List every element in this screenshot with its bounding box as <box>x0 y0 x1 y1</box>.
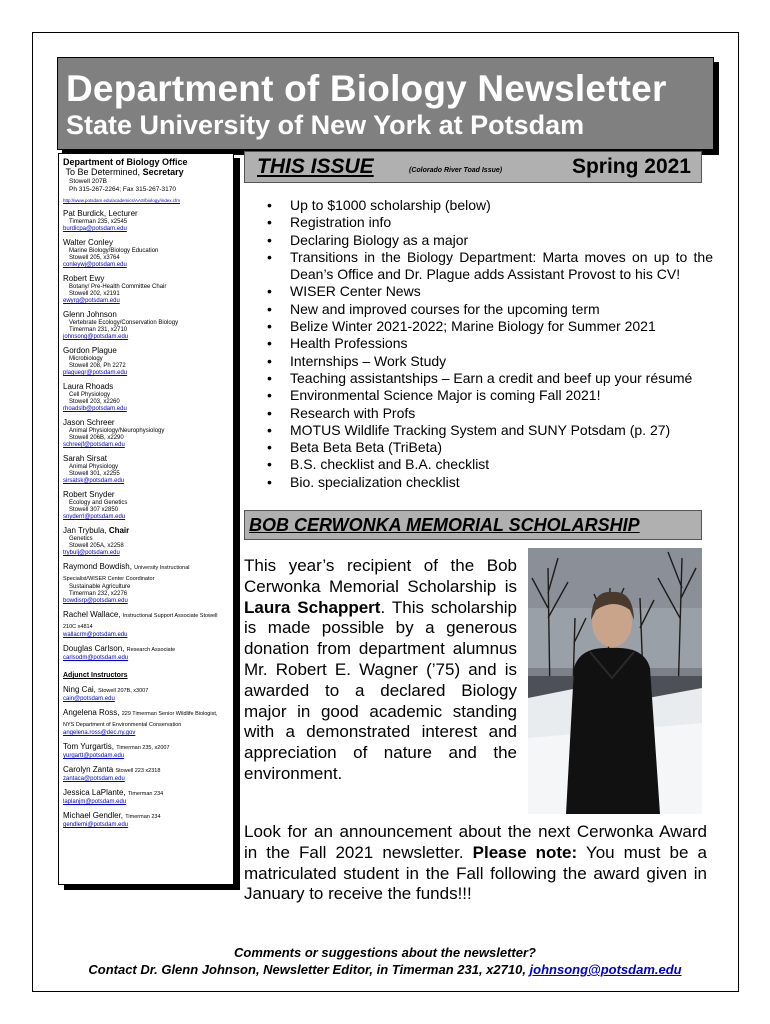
people-detail: Stowell 307 x2850 <box>69 507 119 513</box>
people-email-link[interactable]: wallacrm@potsdam.edu <box>63 632 128 638</box>
cerwonka-announcement: Look for an announcement about the next Cerwonka Award in the Fall 2021 newsletter. Please note: You must be a matriculated student in the Fall following the award given in January to receive the funds!!! <box>244 822 707 904</box>
people-name: Gordon Plague <box>63 346 117 355</box>
people-detail: Marine Biology/Biology Education <box>69 248 159 254</box>
adjuncts-name: Jessica LaPlante, Timerman 234 <box>63 788 164 797</box>
issue-item: • Internships – Work Study <box>267 353 713 370</box>
scholarship-text: This year’s recipient of the Bob Cerwonka Memorial Scholarship is Laura Schappert. This scholarship is made possible by a generous donation from department alumnus Mr. Robert E. Wagner (’75) and is awarded to a declared Biology major in good academic standing with a demonstrated interest and appreciation of nature and the environment. <box>244 556 518 783</box>
people-entry <box>63 454 229 485</box>
people-detail: Microbiology <box>69 356 103 362</box>
people-detail: Sustainable Agriculture <box>69 584 131 590</box>
footer-contact: Contact Dr. Glenn Johnson, Newsletter Editor, in Timerman 231, x2710, johnsong@potsdam.edu <box>88 962 682 977</box>
issue-item: • Registration info <box>267 214 713 231</box>
people-email-link[interactable]: bowdisrp@potsdam.edu <box>63 598 128 604</box>
people-entry <box>63 644 229 662</box>
department-url-link[interactable]: http://www.potsdam.edu/academics/AAS/biology/index.cfm <box>63 198 181 203</box>
university-name: State University of New York at Potsdam <box>66 110 585 140</box>
people-email-link[interactable]: sirsatsk@potsdam.edu <box>63 478 125 484</box>
issue-item: • Beta Beta Beta (TriBeta) <box>267 439 713 456</box>
people-entry <box>63 610 229 639</box>
people-detail: Stowell 202, x2191 <box>69 291 120 297</box>
people-entry <box>63 238 229 269</box>
people-entry <box>63 490 229 521</box>
adjuncts-email-link[interactable]: laplanjm@potsdam.edu <box>63 799 127 805</box>
issue-item: • New and improved courses for the upcoming term <box>267 301 713 318</box>
people-entry <box>63 382 229 413</box>
issue-item: • Research with Profs <box>267 405 713 422</box>
issue-item: • Up to $1000 scholarship (below) <box>267 197 713 214</box>
issue-item: • Teaching assistantships – Earn a credit and beef up your résumé <box>267 370 713 387</box>
this-issue-title: THIS ISSUE <box>257 155 374 178</box>
people-email-link[interactable]: conleywj@potsdam.edu <box>63 262 127 268</box>
issue-item: • WISER Center News <box>267 283 713 300</box>
people-detail: Stowell 208, Ph 2272 <box>69 363 126 369</box>
people-entry <box>63 418 229 449</box>
recipient-photo <box>528 548 702 814</box>
adjuncts-name: Tom Yurgartis, Timerman 235, x2007 <box>63 742 170 751</box>
this-issue-header <box>244 151 702 183</box>
newsletter-title: Department of Biology Newsletter <box>66 68 667 109</box>
recipient-name: Laura Schappert <box>244 597 381 617</box>
faculty-sidebar <box>58 153 234 885</box>
issue-item: • B.S. checklist and B.A. checklist <box>267 456 713 473</box>
adjuncts-name: Michael Gendler, Timerman 234 <box>63 811 161 820</box>
editor-email-link[interactable]: johnsong@potsdam.edu <box>529 962 682 977</box>
people-name: Robert Snyder <box>63 490 115 499</box>
people-email-link[interactable]: carlsodm@potsdam.edu <box>63 655 129 661</box>
issue-item: • Transitions in the Biology Department: Marta moves on up to the Dean’s Office and Dr. Plague adds Assistant Provost to his CV! <box>267 249 713 284</box>
office-location: Stowell 207B <box>69 178 107 185</box>
issue-contents-list <box>267 197 713 491</box>
people-detail: Stowell 203, x2260 <box>69 399 120 405</box>
people-name: Jan Trybula, Chair <box>63 526 130 535</box>
scholarship-header <box>244 510 702 540</box>
people-email-link[interactable]: burdicpa@potsdam.edu <box>63 226 127 232</box>
people-entry <box>63 346 229 377</box>
adjuncts-email-link[interactable]: angelena.ross@dec.ny.gov <box>63 730 136 736</box>
adjuncts-name: Ning Cai, Stowell 207B, x3007 <box>63 685 149 694</box>
people-email-link[interactable]: rhoadslb@potsdam.edu <box>63 406 127 412</box>
issue-item: • Bio. specialization checklist <box>267 474 713 491</box>
people-email-link[interactable]: schreejf@potsdam.edu <box>63 442 125 448</box>
issue-item: • MOTUS Wildlife Tracking System and SUNY Potsdam (p. 27) <box>267 422 713 439</box>
people-name: Laura Rhoads <box>63 382 114 391</box>
adjuncts-name: Angelena Ross, 229 Timerman Senior Wildlife Biologist, NYS Department of Environmental Conservation <box>63 708 218 728</box>
people-email-link[interactable]: trybulj@potsdam.edu <box>63 550 120 556</box>
people-name: Glenn Johnson <box>63 310 117 319</box>
people-name: Raymond Bowdish, University Instructional Specialist/WISER Center Coordinator <box>63 562 190 582</box>
office-phone: Ph 315-267-2264; Fax 315-267-3170 <box>69 185 176 193</box>
people-entry <box>63 274 229 305</box>
people-email-link[interactable]: plaguegr@potsdam.edu <box>63 370 128 376</box>
people-detail: Stowell 301, x2255 <box>69 471 120 477</box>
adjuncts-email-link[interactable]: yurgartt@potsdam.edu <box>63 753 125 759</box>
people-detail: Animal Physiology/Neurophysiology <box>69 428 165 434</box>
issue-theme: (Colorado River Toad Issue) <box>409 167 503 174</box>
people-detail: Stowell 205, x3764 <box>69 255 120 261</box>
people-detail: Timerman 232, x2276 <box>69 591 128 597</box>
people-detail: Stowell 205A, x2258 <box>69 543 124 549</box>
adjuncts-entry <box>63 765 229 783</box>
people-name: Pat Burdick, Lecturer <box>63 209 138 218</box>
people-entry <box>63 526 229 557</box>
people-detail: Animal Physiology <box>69 464 119 470</box>
people-detail: Ecology and Genetics <box>69 500 128 506</box>
people-name: Douglas Carlson, Research Associate <box>63 644 176 653</box>
issue-season: Spring 2021 <box>571 155 691 178</box>
issue-item: • Declaring Biology as a major <box>267 232 713 249</box>
adjunct-heading: Adjunct Instructors <box>63 672 128 679</box>
people-email-link[interactable]: ewyrg@potsdam.edu <box>63 298 120 304</box>
people-detail: Stowell 206B, x2290 <box>69 435 124 441</box>
people-detail: Vertebrate Ecology/Conservation Biology <box>69 320 179 326</box>
people-detail: Cell Physiology <box>69 392 111 398</box>
adjuncts-entry <box>63 685 229 703</box>
adjuncts-entry <box>63 742 229 760</box>
issue-item: • Environmental Science Major is coming Fall 2021! <box>267 387 713 404</box>
people-detail: Botany/ Pre-Health Committee Chair <box>69 284 167 290</box>
people-name: Jason Schreer <box>63 418 115 427</box>
people-detail: Timerman 231, x2710 <box>69 327 128 333</box>
newsletter-footer <box>40 944 730 978</box>
adjuncts-name: Carolyn Zanta Stowell 223 x2318 <box>63 765 161 774</box>
newsletter-banner <box>57 57 714 150</box>
adjuncts-entry <box>63 708 229 737</box>
footer-question: Comments or suggestions about the newsletter? <box>234 945 536 960</box>
people-name: Walter Conley <box>63 238 113 247</box>
people-name: Robert Ewy <box>63 274 105 283</box>
adjuncts-entry <box>63 788 229 806</box>
people-name: Sarah Sirsat <box>63 454 108 463</box>
people-entry <box>63 310 229 341</box>
people-entry <box>63 562 229 605</box>
office-secretary: To Be Determined, Secretary <box>65 167 184 177</box>
faculty-list <box>63 209 229 662</box>
people-email-link[interactable]: johnsong@potsdam.edu <box>63 334 129 340</box>
issue-item: • Belize Winter 2021-2022; Marine Biology for Summer 2021 <box>267 318 713 335</box>
people-entry <box>63 209 229 233</box>
adjuncts-entry <box>63 811 229 829</box>
office-title: Department of Biology Office <box>63 157 188 167</box>
adjuncts-email-link[interactable]: cain@potsdam.edu <box>63 696 115 702</box>
people-email-link[interactable]: snyderrl@potsdam.edu <box>63 514 126 520</box>
adjunct-list <box>63 685 229 829</box>
issue-item: • Health Professions <box>267 335 713 352</box>
people-detail: Genetics <box>69 536 93 542</box>
people-detail: Timerman 235, x2545 <box>69 219 128 225</box>
people-name: Rachel Wallace, Instructional Support Associate Stowell 210C x4814 <box>63 610 218 630</box>
adjuncts-email-link[interactable]: zantaca@potsdam.edu <box>63 776 125 782</box>
scholarship-title: BOB CERWONKA MEMORIAL SCHOLARSHIP <box>249 515 640 535</box>
adjuncts-email-link[interactable]: gendlemi@potsdam.edu <box>63 822 129 828</box>
